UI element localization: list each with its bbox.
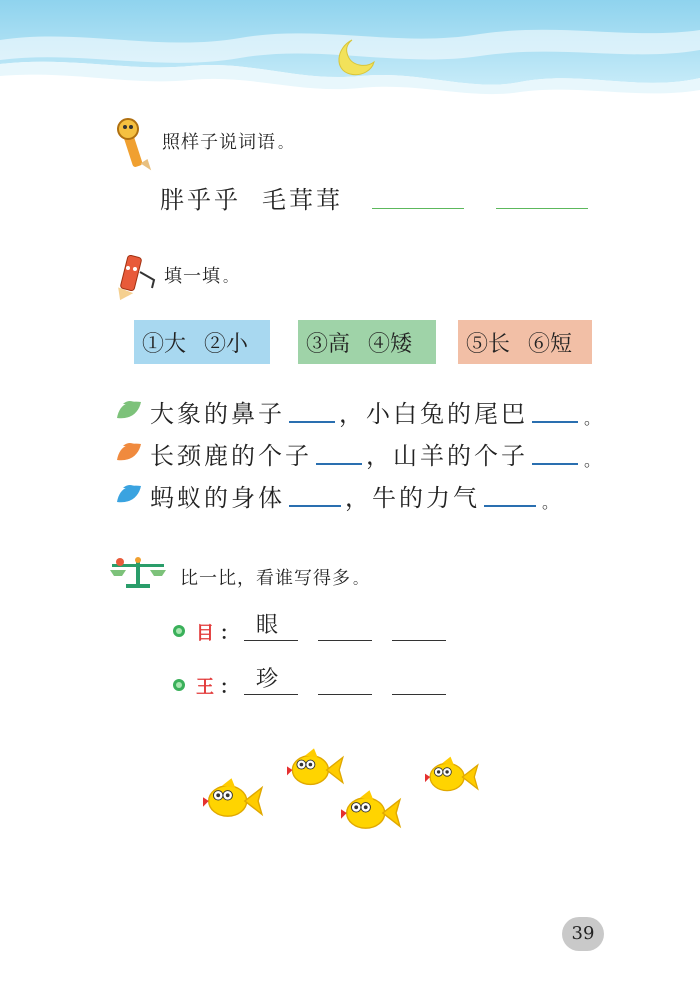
option-box-orange: [458, 320, 592, 364]
section3-heading: 比一比，看谁写得多 。: [180, 568, 368, 589]
option-2: ②小: [204, 331, 249, 357]
example-char-2: 珍: [256, 667, 281, 692]
blank-6[interactable]: [484, 503, 536, 507]
blue-leaf-icon: [115, 482, 145, 506]
answer-line-8[interactable]: [392, 694, 446, 695]
option-6: ⑥短: [528, 331, 573, 357]
fish-icon: [203, 778, 262, 816]
option-4: ④矮: [368, 331, 413, 357]
blank-5[interactable]: [289, 503, 341, 507]
section1-heading: 照样子说词语 。: [162, 132, 293, 153]
fish-icon: [425, 757, 478, 791]
yellow-fish-illustration: [195, 740, 495, 840]
blank-2[interactable]: [532, 419, 578, 423]
example-word-1: 胖乎乎: [160, 186, 241, 214]
sentence-1: 大象的鼻子 ， 小白兔的尾巴 。: [150, 400, 604, 428]
option-1: ①大: [142, 331, 187, 357]
pencil-character-icon: [110, 250, 160, 304]
answer-line-3[interactable]: [244, 640, 298, 641]
microphone-pencil-icon: [110, 115, 156, 177]
answer-line-4[interactable]: [318, 640, 372, 641]
blank-1[interactable]: [289, 419, 335, 423]
sentence-2: 长颈鹿的个子 ， 山羊的个子 。: [150, 442, 604, 470]
option-box-green: [298, 320, 436, 364]
balance-scale-icon: [108, 556, 168, 590]
option-5: ⑤长: [466, 331, 511, 357]
option-3: ③高: [306, 331, 351, 357]
orange-leaf-icon: [115, 440, 145, 464]
answer-line-2[interactable]: [496, 208, 588, 209]
radical-mu: 目: [196, 623, 214, 644]
green-leaf-icon: [115, 398, 145, 422]
radical-wang: 王: [196, 677, 214, 698]
answer-line-5[interactable]: [392, 640, 446, 641]
blank-4[interactable]: [532, 461, 578, 465]
green-bullet-icon: [172, 624, 186, 638]
answer-line-6[interactable]: [244, 694, 298, 695]
option-box-blue: [134, 320, 270, 364]
answer-line-7[interactable]: [318, 694, 372, 695]
answer-line-1[interactable]: [372, 208, 464, 209]
sentence-3: 蚂蚁的身体 ， 牛的力气 。: [150, 484, 562, 512]
section2-heading: 填一填 。: [164, 266, 238, 287]
example-char-1: 眼: [256, 613, 281, 638]
example-word-2: 毛茸茸: [262, 186, 343, 214]
green-bullet-icon: [172, 678, 186, 692]
page-number: 39: [562, 917, 604, 951]
blank-3[interactable]: [316, 461, 362, 465]
header-sky-banner: [0, 0, 700, 100]
fish-icon: [287, 748, 343, 784]
fish-icon: [341, 790, 400, 828]
